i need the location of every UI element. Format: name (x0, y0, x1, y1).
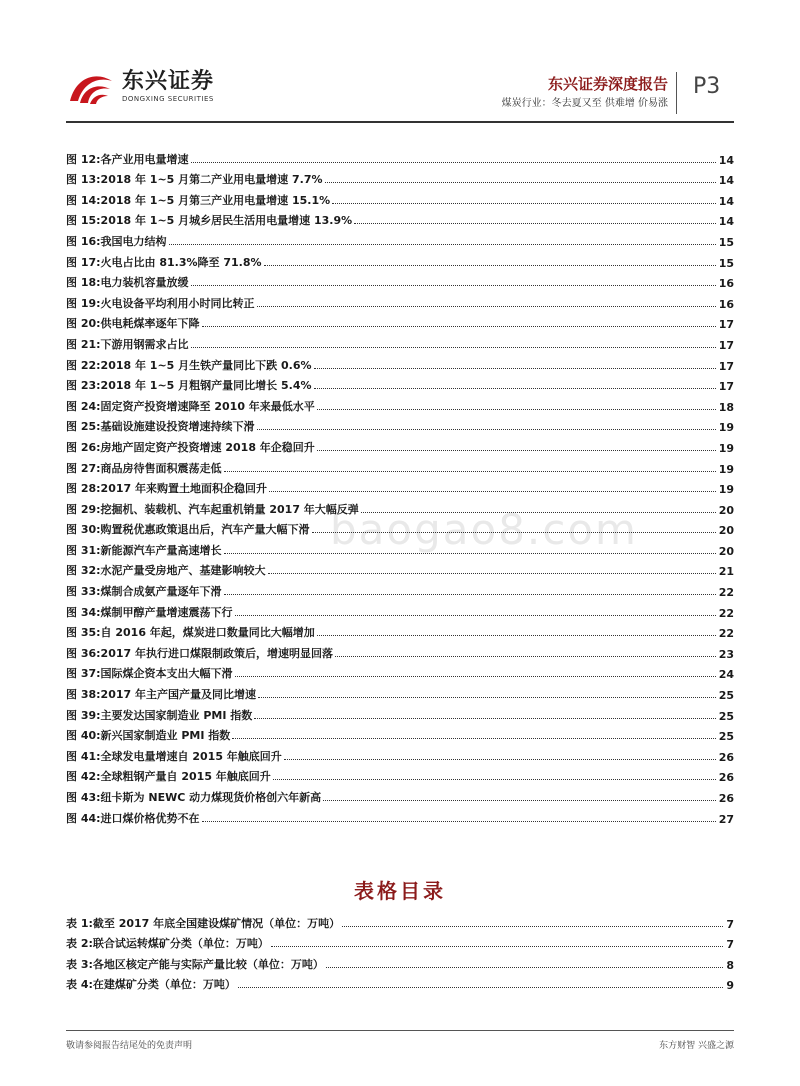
figure-toc-row[interactable] (66, 476, 734, 497)
figure-toc-row[interactable] (66, 393, 734, 414)
table-toc-row[interactable] (66, 931, 734, 952)
figure-toc-row[interactable] (66, 640, 734, 661)
table-toc-row[interactable] (66, 910, 734, 931)
toc-entry-label: 图 37:国际煤企资本支出大幅下滑 (66, 667, 233, 681)
dongxing-logo-icon (66, 67, 116, 107)
figure-toc-row[interactable] (66, 558, 734, 579)
toc-page-number: 20 (718, 503, 734, 517)
figure-toc-row[interactable] (66, 290, 734, 311)
toc-page-number: 19 (718, 483, 734, 497)
toc-entry-label: 图 14:2018 年 1~5 月第三产业用电量增速 15.1% (66, 193, 331, 207)
figure-toc-row[interactable] (66, 270, 734, 291)
logo-english-name: DONGXING SECURITIES (122, 95, 214, 103)
toc-entry-label: 图 16:我国电力结构 (66, 234, 167, 248)
figure-toc-row[interactable] (66, 805, 734, 826)
toc-entry-label: 图 19:火电设备平均利用小时同比转正 (66, 296, 255, 310)
header-rule (66, 121, 734, 123)
figure-toc-row[interactable] (66, 764, 734, 785)
toc-entry-label: 图 41:全球发电量增速自 2015 年触底回升 (66, 749, 282, 763)
toc-entry-label: 图 34:煤制甲醇产量增速震荡下行 (66, 605, 233, 619)
toc-entry-label: 图 18:电力装机容量放缓 (66, 276, 189, 290)
figure-toc-row[interactable] (66, 496, 734, 517)
page-number: P3 (693, 74, 721, 99)
figure-toc-row[interactable] (66, 784, 734, 805)
toc-leader-dots (361, 512, 716, 513)
toc-leader-dots (354, 223, 716, 224)
watermark: baogao8.com (330, 505, 638, 554)
toc-page-number: 26 (718, 750, 734, 764)
toc-page-number: 22 (718, 606, 734, 620)
toc-entry-label: 图 38:2017 年主产国产量及同比增速 (66, 688, 256, 702)
toc-entry-label: 表 3:各地区核定产能与实际产量比较（单位：万吨） (66, 957, 324, 971)
toc-leader-dots (314, 388, 716, 389)
toc-page-number: 17 (718, 338, 734, 352)
toc-leader-dots (273, 779, 716, 780)
table-toc-row[interactable] (66, 951, 734, 972)
figure-toc-row[interactable] (66, 311, 734, 332)
toc-leader-dots (257, 306, 716, 307)
toc-page-number: 20 (718, 524, 734, 538)
figure-toc-row[interactable] (66, 599, 734, 620)
toc-leader-dots (224, 594, 716, 595)
logo-chinese-name: 东兴证券 (122, 69, 215, 94)
figure-toc-row[interactable] (66, 208, 734, 229)
figure-toc-row[interactable] (66, 517, 734, 538)
header-divider (676, 72, 677, 114)
toc-page-number: 7 (726, 938, 734, 952)
toc-leader-dots (342, 926, 723, 927)
toc-entry-label: 表 1:截至 2017 年底全国建设煤矿情况（单位：万吨） (66, 916, 341, 930)
toc-leader-dots (224, 471, 716, 472)
toc-entry-label: 图 32:水泥产量受房地产、基建影响较大 (66, 564, 266, 578)
figure-toc-row[interactable] (66, 249, 734, 270)
toc-page-number: 18 (718, 400, 734, 414)
figure-toc-row[interactable] (66, 187, 734, 208)
toc-page-number: 17 (718, 380, 734, 394)
toc-page-number: 8 (726, 958, 734, 972)
toc-entry-label: 图 36:2017 年执行进口煤限制政策后，增速明显回落 (66, 646, 333, 660)
toc-entry-label: 表 2:联合试运转煤矿分类（单位：万吨） (66, 937, 269, 951)
toc-leader-dots (332, 203, 716, 204)
toc-page-number: 14 (718, 215, 734, 229)
toc-leader-dots (257, 429, 716, 430)
figure-toc-row[interactable] (66, 702, 734, 723)
figure-toc-row[interactable] (66, 167, 734, 188)
figure-toc-row[interactable] (66, 146, 734, 167)
report-title: 东兴证券深度报告 (547, 75, 668, 93)
toc-leader-dots (268, 573, 716, 574)
toc-page-number: 23 (718, 647, 734, 661)
toc-page-number: 27 (718, 812, 734, 826)
toc-leader-dots (202, 326, 716, 327)
company-logo (66, 62, 241, 112)
toc-entry-label: 图 21:下游用钢需求占比 (66, 337, 189, 351)
toc-entry-label: 图 30:购置税优惠政策退出后，汽车产量大幅下滑 (66, 523, 310, 537)
figure-toc-row[interactable] (66, 455, 734, 476)
toc-leader-dots (264, 265, 716, 266)
toc-leader-dots (258, 697, 716, 698)
toc-page-number: 24 (718, 668, 734, 682)
toc-entry-label: 图 23:2018 年 1~5 月粗钢产量同比增长 5.4% (66, 379, 312, 393)
toc-entry-label: 图 22:2018 年 1~5 月生铁产量同比下跌 0.6% (66, 358, 312, 372)
toc-page-number: 25 (718, 730, 734, 744)
toc-page-number: 21 (718, 565, 734, 579)
footer-rule (66, 1030, 734, 1031)
toc-entry-label: 图 33:煤制合成氨产量逐年下滑 (66, 585, 222, 599)
toc-leader-dots (235, 615, 716, 616)
figure-toc-row[interactable] (66, 661, 734, 682)
toc-leader-dots (284, 759, 716, 760)
toc-page-number: 17 (718, 318, 734, 332)
toc-leader-dots (314, 368, 716, 369)
toc-leader-dots (232, 738, 715, 739)
figure-toc-row[interactable] (66, 373, 734, 394)
figure-toc-row[interactable] (66, 723, 734, 744)
toc-entry-label: 图 28:2017 年来购置土地面积企稳回升 (66, 482, 267, 496)
toc-entry-label: 图 40:新兴国家制造业 PMI 指数 (66, 729, 231, 743)
toc-leader-dots (271, 946, 723, 947)
page-header (0, 0, 800, 125)
figure-toc-row[interactable] (66, 414, 734, 435)
toc-page-number: 20 (718, 544, 734, 558)
toc-leader-dots (317, 409, 716, 410)
toc-entry-label: 图 42:全球粗钢产量自 2015 年触底回升 (66, 770, 271, 784)
toc-leader-dots (312, 532, 716, 533)
figure-toc-list (66, 146, 734, 826)
toc-leader-dots (202, 821, 716, 822)
toc-leader-dots (326, 967, 723, 968)
toc-entry-label: 图 27:商品房待售面积震荡走低 (66, 461, 222, 475)
toc-page-number: 16 (718, 297, 734, 311)
toc-entry-label: 图 12:各产业用电量增速 (66, 152, 189, 166)
toc-leader-dots (224, 553, 716, 554)
figure-toc-row[interactable] (66, 578, 734, 599)
table-toc-list (66, 910, 734, 992)
toc-entry-label: 图 24:固定资产投资增速降至 2010 年来最低水平 (66, 399, 315, 413)
toc-page-number: 9 (726, 979, 734, 993)
toc-leader-dots (191, 347, 716, 348)
figure-toc-row[interactable] (66, 331, 734, 352)
toc-leader-dots (317, 635, 716, 636)
toc-entry-label: 图 15:2018 年 1~5 月城乡居民生活用电量增速 13.9% (66, 214, 353, 228)
toc-entry-label: 图 43:纽卡斯为 NEWC 动力煤现货价格创六年新高 (66, 791, 322, 804)
toc-entry-label: 表 4:在建煤矿分类（单位：万吨） (66, 978, 236, 992)
toc-leader-dots (323, 800, 716, 801)
toc-page-number: 15 (718, 235, 734, 249)
toc-page-number: 26 (718, 771, 734, 785)
toc-leader-dots (238, 987, 723, 988)
figure-toc-row[interactable] (66, 743, 734, 764)
footer-disclaimer: 敬请参阅报告结尾处的免责声明 (66, 1041, 193, 1051)
toc-page-number: 16 (718, 277, 734, 291)
toc-leader-dots (325, 182, 716, 183)
toc-entry-label: 图 39:主要发达国家制造业 PMI 指数 (66, 708, 253, 722)
toc-page-number: 19 (718, 441, 734, 455)
toc-page-number: 7 (726, 917, 734, 931)
table-toc-row[interactable] (66, 972, 734, 993)
toc-entry-label: 图 17:火电占比由 81.3%降至 71.8% (66, 255, 262, 269)
toc-entry-label: 图 25:基础设施建设投资增速持续下滑 (66, 420, 255, 434)
figure-toc-row[interactable] (66, 228, 734, 249)
toc-entry-label: 图 44:进口煤价格优势不在 (66, 811, 200, 825)
toc-page-number: 15 (718, 256, 734, 270)
report-subtitle: 煤炭行业：冬去夏又至 供难增 价易涨 (501, 98, 668, 109)
toc-page-number: 26 (718, 792, 734, 805)
toc-leader-dots (335, 656, 716, 657)
toc-page-number: 14 (718, 194, 734, 208)
toc-leader-dots (235, 676, 716, 677)
footer-slogan: 东方财智 兴盛之源 (659, 1041, 734, 1051)
figure-toc-row[interactable] (66, 352, 734, 373)
toc-entry-label: 图 13:2018 年 1~5 月第二产业用电量增速 7.7% (66, 173, 323, 187)
toc-entry-label: 图 26:房地产固定资产投资增速 2018 年企稳回升 (66, 440, 315, 454)
toc-page-number: 14 (718, 174, 734, 188)
toc-page-number: 22 (718, 586, 734, 600)
toc-entry-label: 图 20:供电耗煤率逐年下降 (66, 317, 200, 331)
toc-leader-dots (169, 244, 716, 245)
toc-leader-dots (269, 491, 716, 492)
toc-entry-label: 图 29:挖掘机、装载机、汽车起重机销量 2017 年大幅反弹 (66, 502, 359, 516)
toc-page-number: 17 (718, 359, 734, 373)
toc-page-number: 19 (718, 421, 734, 435)
figure-toc-row[interactable] (66, 620, 734, 641)
toc-page-number: 14 (718, 153, 734, 167)
toc-page-number: 25 (718, 709, 734, 723)
toc-leader-dots (254, 718, 715, 719)
figure-toc-row[interactable] (66, 537, 734, 558)
toc-entry-label: 图 31:新能源汽车产量高速增长 (66, 543, 222, 557)
toc-page-number: 22 (718, 627, 734, 641)
toc-leader-dots (191, 285, 716, 286)
toc-page-number: 19 (718, 462, 734, 476)
tables-section-title: 表格目录 (354, 879, 446, 903)
toc-leader-dots (317, 450, 716, 451)
toc-page-number: 25 (718, 689, 734, 703)
toc-leader-dots (191, 162, 716, 163)
toc-entry-label: 图 35:自 2016 年起，煤炭进口数量同比大幅增加 (66, 626, 315, 640)
figure-toc-row[interactable] (66, 434, 734, 455)
figure-toc-row[interactable] (66, 681, 734, 702)
